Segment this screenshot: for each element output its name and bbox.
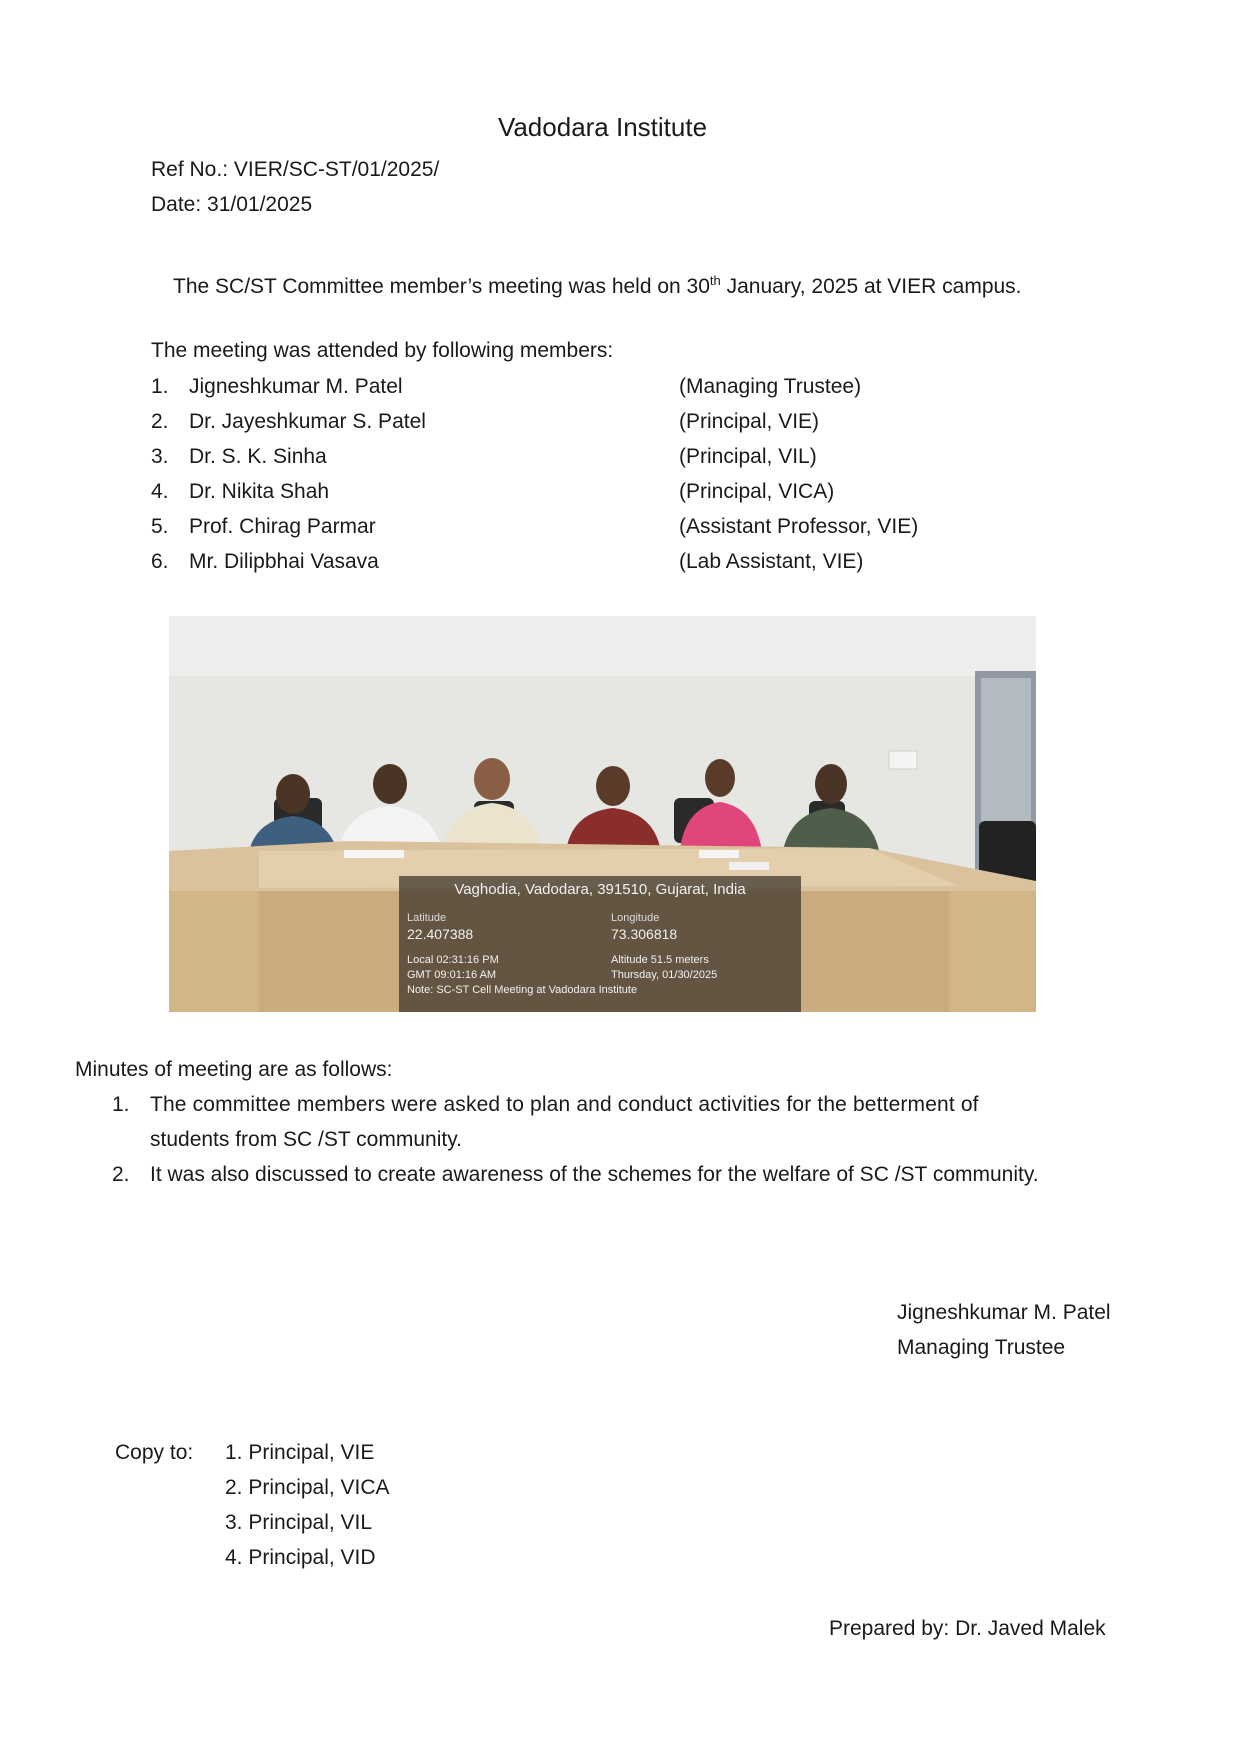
member-item — [151, 369, 951, 404]
altitude: Altitude 51.5 meters — [611, 954, 709, 966]
copy-to-item: 2. Principal, VICA — [225, 1476, 390, 1499]
signatory-designation: Managing Trustee — [897, 1336, 1066, 1359]
intro-text-before: The SC/ST Committee member’s meeting was held on 30 — [173, 275, 710, 298]
member-number: 4. — [151, 480, 169, 503]
member-name: Jigneshkumar M. Patel — [189, 375, 403, 398]
member-item — [151, 439, 951, 474]
member-role: (Principal, VIE) — [679, 410, 820, 433]
copy-to-list — [225, 1435, 390, 1575]
photo-note: Note: SC-ST Cell Meeting at Vadodara Institute — [407, 984, 638, 996]
minutes-item — [112, 1087, 1039, 1122]
ref-number: Ref No.: VIER/SC-ST/01/2025/ — [151, 158, 440, 181]
member-name: Mr. Dilipbhai Vasava — [189, 550, 379, 573]
latitude-value: 22.407388 — [407, 926, 474, 942]
member-name: Dr. Nikita Shah — [189, 480, 330, 503]
member-role: (Assistant Professor, VIE) — [679, 515, 919, 538]
member-role: (Lab Assistant, VIE) — [679, 550, 864, 573]
copy-to-item: 4. Principal, VID — [225, 1546, 376, 1569]
member-number: 5. — [151, 515, 169, 538]
intro-superscript: th — [709, 273, 721, 288]
photo-date: Thursday, 01/30/2025 — [611, 969, 718, 981]
prepared-by: Prepared by: Dr. Javed Malek — [829, 1617, 1106, 1640]
minutes-text: The committee members were asked to plan and conduct activities for the betterment of — [150, 1093, 979, 1116]
member-role: (Principal, VIL) — [679, 445, 817, 468]
minutes-number: 1. — [112, 1093, 130, 1116]
minutes-heading: Minutes of meeting are as follows: — [75, 1058, 393, 1081]
intro-paragraph — [173, 263, 1022, 304]
member-number: 1. — [151, 375, 169, 398]
longitude-value: 73.306818 — [611, 926, 678, 942]
member-item — [151, 544, 951, 579]
member-item — [151, 474, 951, 509]
member-item — [151, 404, 951, 439]
minutes-number: 2. — [112, 1163, 130, 1186]
member-number: 6. — [151, 550, 169, 573]
member-item — [151, 509, 951, 544]
member-number: 2. — [151, 410, 169, 433]
minutes-text: It was also discussed to create awareness of the schemes for the welfare of SC /ST community. — [150, 1163, 1039, 1186]
copy-to-item: 1. Principal, VIE — [225, 1441, 375, 1464]
gmt-time: GMT 09:01:16 AM — [407, 969, 497, 981]
member-role: (Managing Trustee) — [679, 375, 862, 398]
member-name: Prof. Chirag Parmar — [189, 515, 376, 538]
intro-text-after: January, 2025 at VIER campus. — [720, 275, 1022, 298]
meeting-photo — [169, 616, 1036, 1012]
member-role: (Principal, VICA) — [679, 480, 835, 503]
latitude-label: Latitude — [407, 912, 447, 924]
minutes-item-continued: students from SC /ST community. — [150, 1128, 462, 1151]
geotag-overlay — [399, 876, 801, 1012]
member-number: 3. — [151, 445, 169, 468]
longitude-label: Longitude — [611, 912, 660, 924]
member-list — [151, 369, 951, 579]
minutes-list — [112, 1087, 1039, 1192]
document-title: Vadodara Institute — [497, 112, 708, 142]
attendance-heading: The meeting was attended by following members: — [151, 339, 614, 362]
local-time: Local 02:31:16 PM — [407, 954, 499, 966]
copy-to-item: 3. Principal, VIL — [225, 1511, 373, 1534]
document-date: Date: 31/01/2025 — [151, 193, 313, 216]
copy-to-label: Copy to: — [115, 1441, 194, 1464]
geotag-location: Vaghodia, Vadodara, 391510, Gujarat, India — [454, 881, 746, 898]
member-name: Dr. Jayeshkumar S. Patel — [189, 410, 426, 433]
member-name: Dr. S. K. Sinha — [189, 445, 327, 468]
minutes-item — [112, 1157, 1039, 1192]
signatory-name: Jigneshkumar M. Patel — [897, 1301, 1111, 1324]
